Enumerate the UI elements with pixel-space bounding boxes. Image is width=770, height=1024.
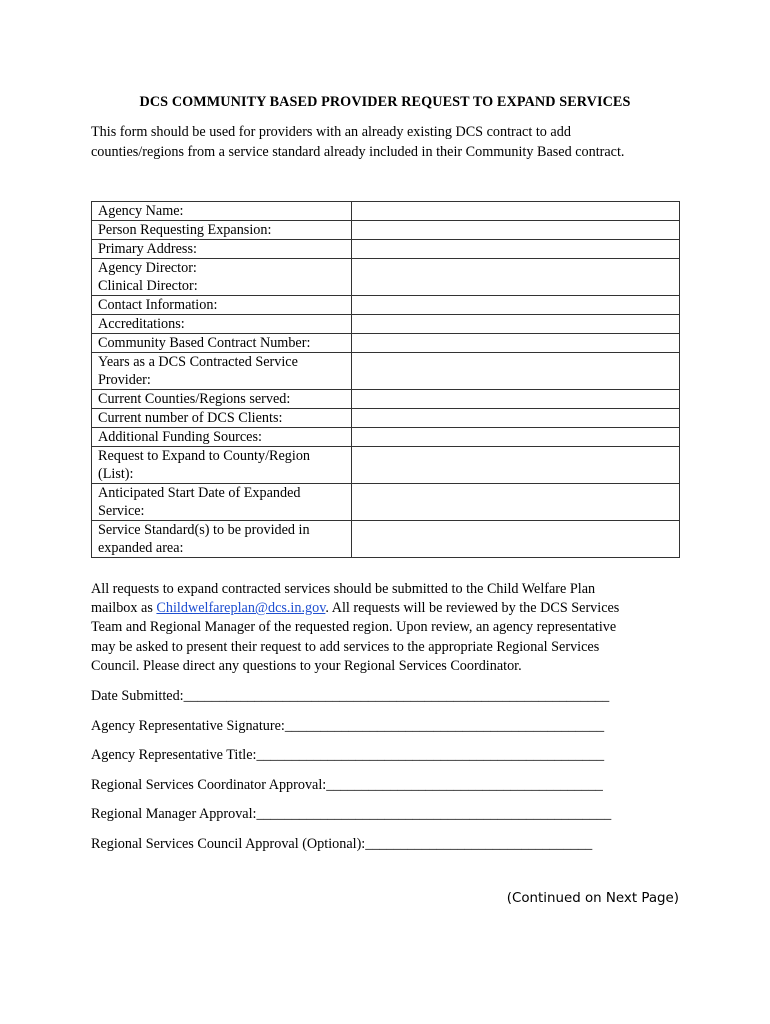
council-approval-line[interactable]: Regional Services Council Approval (Optional):________________________________ bbox=[91, 835, 593, 852]
form-label-text: Primary Address: bbox=[98, 241, 197, 257]
coordinator-approval-line[interactable]: Regional Services Coordinator Approval:_______________________________________ bbox=[91, 776, 603, 793]
form-label-text: Years as a DCS Contracted Service bbox=[98, 354, 298, 370]
form-row-label bbox=[92, 315, 352, 334]
form-row bbox=[92, 296, 680, 315]
form-row-value-field[interactable] bbox=[352, 447, 680, 484]
form-row-value-field[interactable] bbox=[352, 390, 680, 409]
continued-note: (Continued on Next Page) bbox=[506, 891, 679, 906]
form-row bbox=[92, 521, 680, 558]
submission-instructions bbox=[91, 580, 681, 676]
form-label-text: Additional Funding Sources: bbox=[98, 429, 262, 445]
form-row-value-field[interactable] bbox=[352, 484, 680, 521]
instruction-text: . All requests will be reviewed by the DCS Services bbox=[325, 600, 620, 617]
form-row bbox=[92, 221, 680, 240]
form-row bbox=[92, 390, 680, 409]
form-label-text: Agency Name: bbox=[98, 203, 184, 219]
form-row bbox=[92, 353, 680, 390]
agency-rep-title-line[interactable]: Agency Representative Title:_________________________________________________ bbox=[91, 747, 605, 764]
form-row-value-field[interactable] bbox=[352, 202, 680, 221]
instruction-line: Team and Regional Manager of the requested region. Upon review, an agency representative bbox=[91, 619, 617, 636]
form-row-label bbox=[92, 390, 352, 409]
page-title: DCS COMMUNITY BASED PROVIDER REQUEST TO EXPAND SERVICES bbox=[139, 94, 631, 110]
form-label-text: Service Standard(s) to be provided in bbox=[98, 522, 310, 538]
form-row-value-field[interactable] bbox=[352, 428, 680, 447]
form-row-value-field[interactable] bbox=[352, 221, 680, 240]
form-label-text: Service: bbox=[98, 503, 145, 519]
form-row-label bbox=[92, 521, 352, 558]
form-row bbox=[92, 315, 680, 334]
form-row-label bbox=[92, 484, 352, 521]
form-row-value-field[interactable] bbox=[352, 240, 680, 259]
form-row-label bbox=[92, 353, 352, 390]
form-label-text: Accreditations: bbox=[98, 316, 185, 332]
instruction-line: may be asked to present their request to add services to the appropriate Regional Services bbox=[91, 638, 600, 655]
email-link[interactable]: Childwelfareplan@dcs.in.gov bbox=[156, 600, 326, 617]
agency-rep-signature-line[interactable]: Agency Representative Signature:_____________________________________________ bbox=[91, 717, 605, 734]
form-row-label bbox=[92, 447, 352, 484]
form-row bbox=[92, 259, 680, 296]
form-label-text: Agency Director: bbox=[98, 260, 197, 276]
form-label-text: Clinical Director: bbox=[98, 278, 198, 294]
form-label-text: Current number of DCS Clients: bbox=[98, 410, 283, 426]
form-row-value-field[interactable] bbox=[352, 259, 680, 296]
form-row-value-field[interactable] bbox=[352, 334, 680, 353]
instruction-line: Council. Please direct any questions to your Regional Services Coordinator. bbox=[91, 657, 522, 674]
form-row-label bbox=[92, 296, 352, 315]
signature-section bbox=[91, 686, 691, 864]
form-row bbox=[92, 428, 680, 447]
form-row-label bbox=[92, 428, 352, 447]
regional-manager-approval-line[interactable]: Regional Manager Approval:__________________________________________________ bbox=[91, 806, 612, 823]
intro-line: counties/regions from a service standard already included in their Community Based contract. bbox=[91, 143, 625, 160]
instruction-line bbox=[91, 599, 681, 618]
form-label-text: Person Requesting Expansion: bbox=[98, 222, 272, 238]
form-row bbox=[92, 334, 680, 353]
form-row-label bbox=[92, 409, 352, 428]
provider-info-table bbox=[91, 201, 680, 558]
form-label-text: expanded area: bbox=[98, 540, 184, 556]
form-row bbox=[92, 484, 680, 521]
form-row bbox=[92, 447, 680, 484]
form-label-text: Request to Expand to County/Region bbox=[98, 448, 311, 464]
form-row bbox=[92, 240, 680, 259]
intro-paragraph bbox=[91, 123, 691, 162]
form-label-text: Provider: bbox=[98, 372, 151, 388]
form-label-text: Anticipated Start Date of Expanded bbox=[98, 485, 301, 501]
form-row bbox=[92, 409, 680, 428]
form-label-text: Community Based Contract Number: bbox=[98, 335, 311, 351]
instruction-text: mailbox as bbox=[91, 600, 157, 617]
intro-line: This form should be used for providers with an already existing DCS contract to add bbox=[91, 124, 571, 140]
form-row-label bbox=[92, 334, 352, 353]
instruction-line: All requests to expand contracted services should be submitted to the Child Welfare Plan bbox=[91, 581, 596, 597]
form-row-label bbox=[92, 221, 352, 240]
form-label-text: (List): bbox=[98, 466, 134, 482]
form-row-value-field[interactable] bbox=[352, 521, 680, 558]
form-row-value-field[interactable] bbox=[352, 353, 680, 390]
form-row-label bbox=[92, 259, 352, 296]
form-row-value-field[interactable] bbox=[352, 296, 680, 315]
form-row-label bbox=[92, 240, 352, 259]
form-label-text: Current Counties/Regions served: bbox=[98, 391, 291, 407]
form-row-value-field[interactable] bbox=[352, 315, 680, 334]
form-label-text: Contact Information: bbox=[98, 297, 218, 313]
form-row-value-field[interactable] bbox=[352, 409, 680, 428]
form-row-label bbox=[92, 202, 352, 221]
form-row bbox=[92, 202, 680, 221]
date-submitted-line[interactable]: Date Submitted:____________________________________________________________ bbox=[91, 688, 610, 704]
